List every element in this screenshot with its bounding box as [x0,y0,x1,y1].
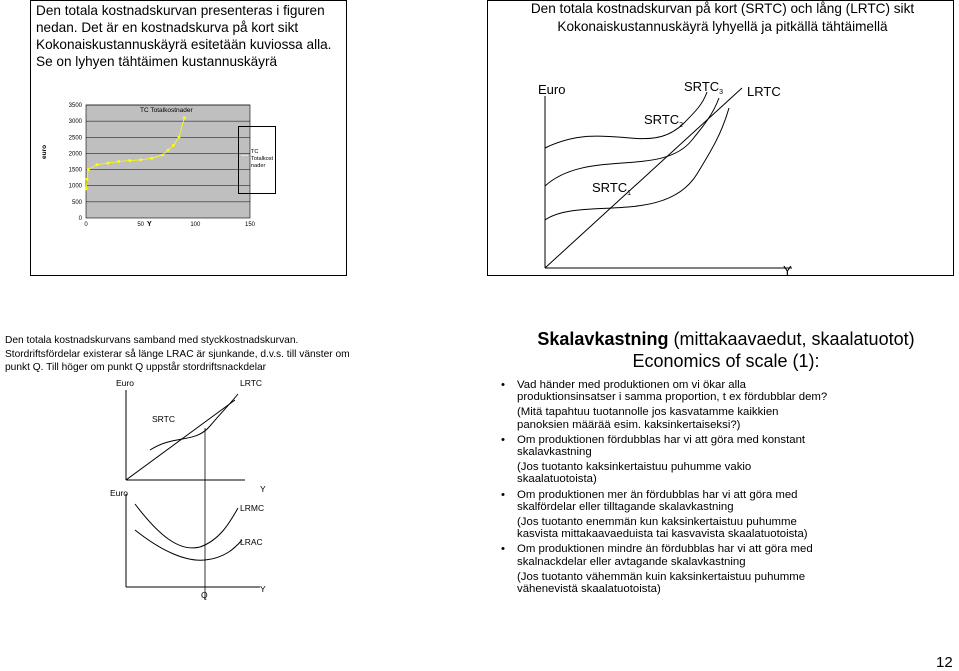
list-item: • Om produktionen mer än fördubblas har vi att göra med skalfördelar eller tilltagande skalavkastning [501,488,798,513]
list-item: • Om produktionen mindre än fördubblas har vi att göra med skalnackdelar eller avtagande skalavkastning [501,543,813,568]
tc-point [96,163,99,166]
x-tick-labels [84,222,255,228]
y-tick-label: 1500 [68,167,82,174]
lrac-label: LRAC [240,537,263,547]
srtc3-curve [545,92,707,148]
y-tick-label: 500 [71,199,82,206]
srtc3-label: $SRTC_3$ [684,79,724,96]
srtc-lrtc-diagram [487,78,954,278]
lrtc-line [126,400,235,480]
cost-relation-diagram [80,372,380,602]
y-tick-label: 2000 [68,151,82,158]
tc-point [118,160,121,163]
list-item: • Vad händer med produktionen om vi ökar alla produktionsinsatser i samma proportion, t ex fördubblar dem? [501,379,828,404]
tc-point [139,159,142,162]
title-rest: (mittakaavaedut, skaalatuotot) Economics of scale (1): [632,329,915,371]
tc-point [161,154,164,157]
y-tick-labels [69,103,83,222]
tc-point [167,149,170,152]
x-tick-label: 0 [84,222,88,228]
lrmc-label: LRMC [240,503,265,513]
bottom-euro-label: Euro [110,488,128,498]
y-output-label: Y [783,263,792,278]
y-tick-label: 2500 [68,135,82,142]
srtc2-curve [545,98,719,186]
euro-label: Euro [538,82,566,97]
y-tick-label: 3000 [68,119,82,126]
x-axis-label: Y [147,221,152,228]
tc-point [172,144,175,147]
x-tick-label: 50 [137,222,145,228]
tc-point [86,178,89,181]
legend-label: TC Totalkost nader [251,149,274,169]
top-srtc-label: SRTC [152,414,175,424]
tc-point [183,117,186,120]
slide-3-text: Den totala kostnadskurvans samband med styckkostnadskurvan. Stordriftsfördelar existerar så länge LRAC är sjunkande, d.v.s. till vänster om punkt Q. Till höger om punkt Q uppstår stordriftsnackdelar [5,335,350,373]
list-item: • Om produktionen fördubblas har vi att göra med konstant skalavkastning [501,433,806,459]
list-item: (Jos tuotanto vähemmän kuin kaksinkertaistuu puhumme vähenevistä skaalatuotoista) [517,570,806,596]
page-number: 12 [936,654,953,671]
title-bold: Skalavkastning [537,329,669,349]
srtc2-label: $SRTC_2$ [644,112,684,129]
y-tick-label: 1000 [68,183,82,190]
slide-2-title: Den totala kostnadskurvan på kort (SRTC) och lång (LRTC) sikt Kokonaiskustannuskäyrä lyhyellä ja pitkällä tähtäimellä [530,1,915,34]
x-tick-label: 150 [244,222,256,228]
y-tick-label: 0 [78,216,82,222]
slide-4-list [500,379,830,598]
tc-legend-box [238,126,276,194]
tc-point [87,168,90,171]
y-axis-label: euro [41,144,48,159]
legend-swatch [241,155,248,156]
q-label: Q [201,590,208,600]
tc-point [85,188,88,191]
chart-title: TC Totalkostnader [140,107,193,114]
slide-1-text: Den totala kostnadskurvan presenteras i figuren nedan. Det är en kostnadskurva på kort sikt Kokonaiskustannuskäyrä esitetään kuviossa alla. Se on lyhyen tähtäimen kustannuskäyrä [36,3,332,69]
top-y-label: Y [260,484,266,494]
tc-point [178,136,181,139]
x-tick-label: 100 [190,222,201,228]
list-item: (Jos tuotanto kaksinkertaistuu puhumme vakio skaalatuotoista) [517,461,752,486]
tc-point [128,159,131,162]
slide-4-title [496,328,956,372]
srtc1-label: $SRTC_1$ [592,180,632,197]
y-tick-label: 3500 [68,103,82,109]
plot-area [86,105,250,218]
bottom-y-label: Y [260,584,266,594]
list-item: (Mitä tapahtuu tuotannolle jos kasvatamme kaikkien panoksien määrää esim. kaksinkertaiseksi?) [517,406,779,431]
lrtc-label: LRTC [747,84,781,99]
top-euro-label: Euro [116,378,134,388]
tc-point [150,157,153,160]
top-lrtc-label: LRTC [240,378,263,388]
lrac-curve [135,530,242,560]
tc-point [107,162,110,165]
list-item: (Jos tuotanto enemmän kun kaksinkertaistuu puhumme kasvista mittakaavaeduista tai kasvavista skaalatuotoista) [517,516,808,541]
